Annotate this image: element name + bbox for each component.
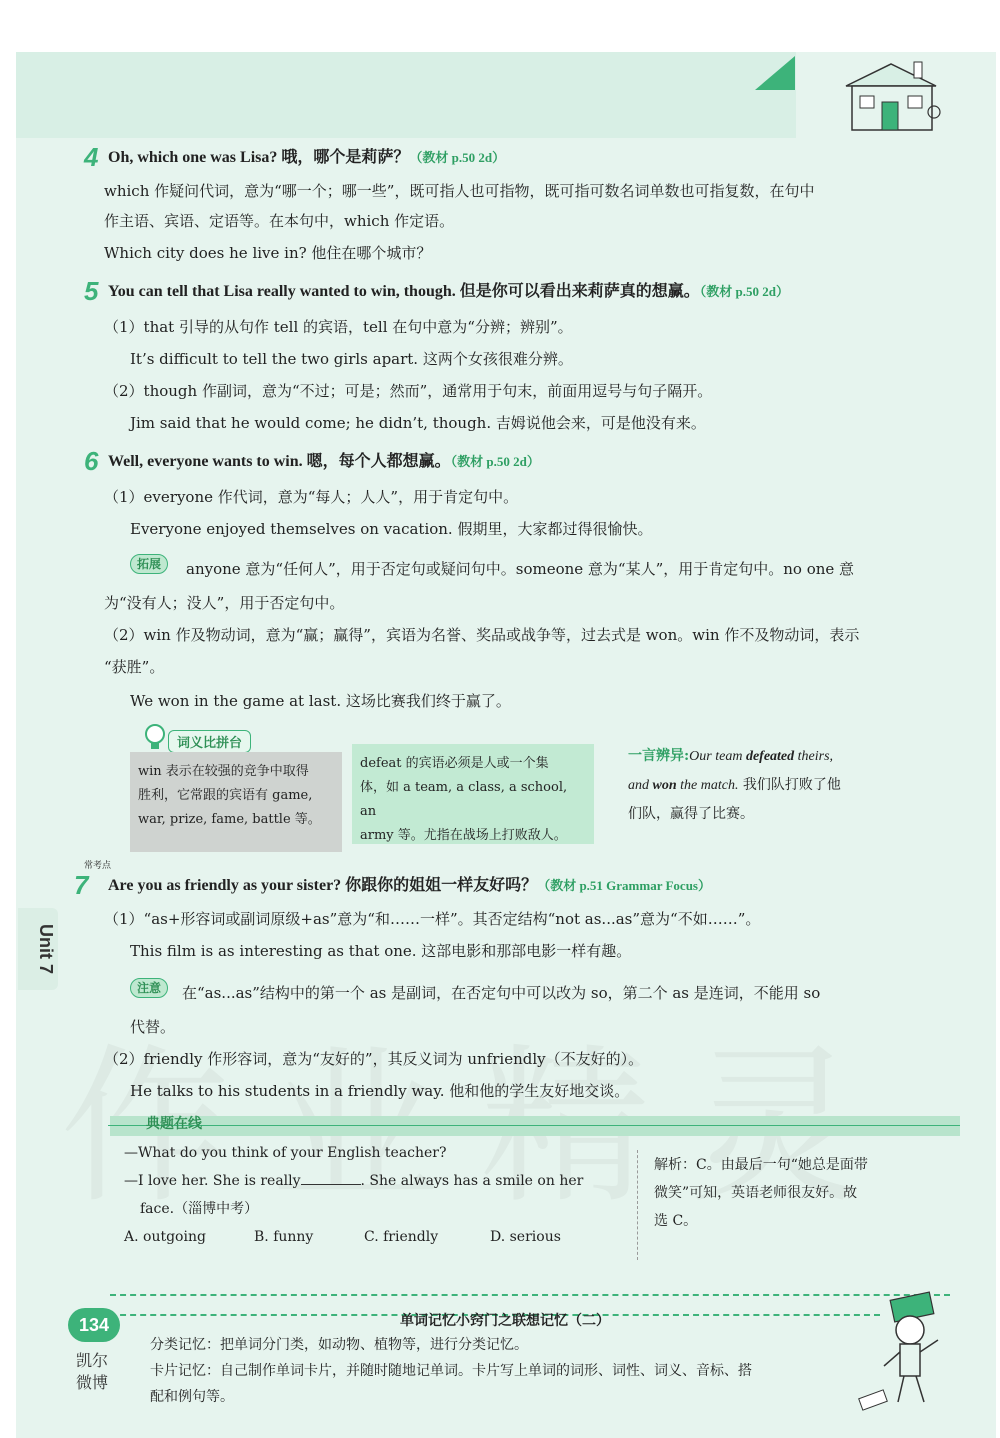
tip-title: 单词记忆小窍门之联想记忆（二）	[400, 1313, 610, 1329]
exam-question: —What do you think of your English teacher?	[124, 1145, 447, 1161]
text-line: （2）though 作副词，意为“不过；可是；然而”，通常用于句末，前面用逗号与句子隔开。	[104, 382, 713, 400]
text-line: （2）friendly 作形容词，意为“友好的”，其反义词为 unfriendly（不友好的）。	[104, 1050, 644, 1068]
bulb-icon	[140, 722, 170, 752]
compare-right: defeat 的宾语必须是人或一个集 体，如 a team, a class, a school, an army 等。尤指在战场上打败敌人。	[352, 744, 594, 844]
text-line: 为“没有人；没人”，用于否定句中。	[104, 594, 345, 612]
answer-blank	[301, 1184, 361, 1185]
section-title: Oh, which one was Lisa? 哦，哪个是莉萨？（教材 p.50 2d）	[108, 149, 506, 166]
text-line: （2）win 作及物动词，意为“赢；赢得”，宾语为名誉、奖品或战争等，过去式是 won。win 作不及物动词，表示	[104, 626, 860, 644]
example-line: It’s difficult to tell the two girls apart. 这两个女孩很难分辨。	[130, 350, 573, 368]
note-tag: 注意	[130, 978, 168, 998]
option-b: B. funny	[254, 1229, 314, 1245]
tip-line: 分类记忆：把单词分门类，如动物、植物等，进行分类记忆。	[150, 1337, 528, 1353]
exam-question: face.（淄博中考）	[140, 1201, 259, 1217]
example-line: Which city does he live in? 他住在哪个城市？	[104, 244, 432, 262]
section-number: 4	[84, 142, 99, 172]
text-line: 代替。	[130, 1018, 176, 1036]
answer-line: 解析：C。由最后一句“她总是面带	[654, 1157, 868, 1173]
text-line: （1）that 引导的从句作 tell 的宾语，tell 在句中意为“分辨；辨别”。	[104, 318, 573, 336]
option-c: C. friendly	[364, 1229, 439, 1245]
page-number: 134	[68, 1308, 120, 1342]
key-badge: 常考点	[84, 861, 112, 871]
example-line: He talks to his students in a friendly way. 他和他的学生友好地交谈。	[130, 1082, 630, 1100]
compare-note: 一言辨异:Our team defeated theirs, and won the match. 我们队打败了他们队，赢得了比赛。	[628, 748, 841, 822]
exam-band	[110, 1116, 960, 1136]
example-line: We won in the game at last. 这场比赛我们终于赢了。	[130, 692, 511, 710]
compare-left: win 表示在较强的竞争中取得 胜利，它常跟的宾语有 game, war, prize, fame, battle 等。	[130, 752, 342, 852]
option-a: A. outgoing	[124, 1229, 206, 1245]
tip-line: 卡片记忆：自己制作单词卡片，并随时随地记单词。卡片写上单词的词形、词性、词义、音标、搭	[150, 1363, 752, 1379]
brand: 凯尔微博	[76, 1351, 109, 1392]
tip-line: 配和例句等。	[150, 1389, 234, 1405]
exam-question: —I love her. She is really . She always has a smile on her	[124, 1173, 584, 1189]
answer-line: 选 C。	[654, 1213, 698, 1229]
text-line: “获胜”。	[104, 658, 165, 676]
text-line: 作主语、宾语、定语等。在本句中，which 作定语。	[104, 212, 455, 230]
option-d: D. serious	[490, 1229, 561, 1245]
section-title: Well, everyone wants to win. 嗯，每个人都想赢。（教材 p.50 2d）	[108, 453, 540, 470]
answer-line: 微笑”可知，英语老师很友好。故	[654, 1185, 858, 1201]
kid-illustration	[848, 1290, 968, 1420]
exam-divider	[637, 1150, 638, 1260]
footer-dash	[110, 1294, 950, 1296]
text-line: （1）everyone 作代词，意为“每人；人人”，用于肯定句中。	[104, 488, 519, 506]
extend-tag: 拓展	[130, 554, 168, 574]
example-line: This film is as interesting as that one. 这部电影和那部电影一样有趣。	[130, 942, 632, 960]
text-line: anyone 意为“任何人”，用于否定句或疑问句中。someone 意为“某人”，用于肯定句中。no one 意	[186, 560, 855, 578]
section-title: Are you as friendly as your sister? 你跟你的姐姐一样友好吗？（教材 p.51 Grammar Focus）	[108, 877, 711, 894]
compare-label: 词义比拼台	[168, 730, 251, 753]
text-line: （1）“as+形容词或副词原级+as”意为“和……一样”。其否定结构“not as...as”意为“不如……”。	[104, 910, 761, 928]
section-title: You can tell that Lisa really wanted to win, though. 但是你可以看出来莉萨真的想赢。（教材 p.50 2d）	[108, 283, 789, 300]
text-line: which 作疑问代词，意为“哪一个；哪一些”，既可指人也可指物，既可指可数名词单数也可指复数，在句中	[104, 182, 815, 200]
section-number: 5	[84, 276, 99, 306]
text-line: 在“as...as”结构中的第一个 as 是副词，在否定句中可以改为 so，第二个 as 是连词，不能用 so	[182, 984, 821, 1002]
example-line: Everyone enjoyed themselves on vacation. 假期里，大家都过得很愉快。	[130, 520, 653, 538]
exam-title: 典题在线	[146, 1116, 202, 1132]
unit-label: Unit 7	[36, 923, 56, 974]
section-number: 7	[74, 870, 89, 900]
section-number: 6	[84, 446, 99, 476]
example-line: Jim said that he would come; he didn’t, though. 吉姆说他会来，可是他没有来。	[130, 414, 706, 432]
exam-line	[108, 1125, 960, 1126]
